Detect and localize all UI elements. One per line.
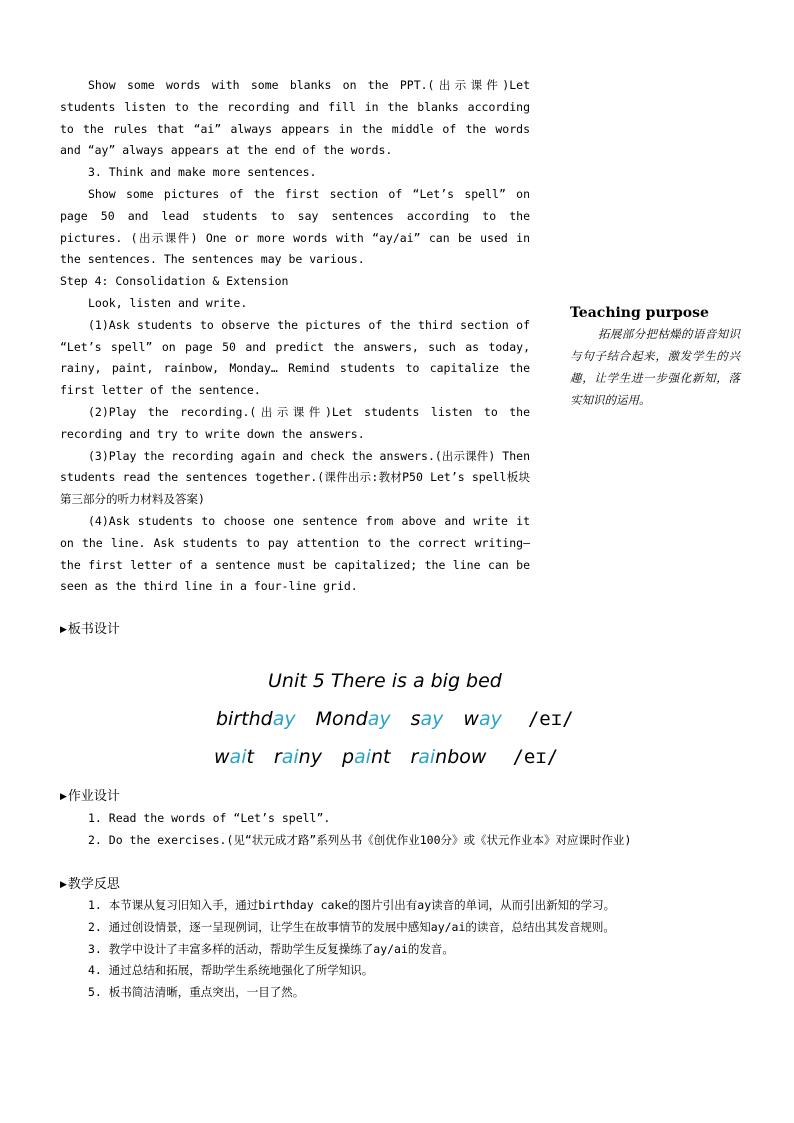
paragraph: Show some pictures of the first section of “Let’s spell” on page 50 and lead students to say sentences according to the pictures. (出示课件) One or more words with “ay/ai” can be used in the sentences. The sentences may be various. (60, 186, 530, 267)
board-word: Monday (315, 708, 391, 730)
highlighted-letters: ay (272, 708, 296, 730)
triangle-bullet-icon: ▶ (60, 880, 67, 890)
triangle-bullet-icon: ▶ (60, 792, 67, 802)
note-text: 拓展部分把枯燥的语音知识与句子结合起来，激发学生的兴趣，让学生进一步强化新知，落实知识的运用。 (570, 327, 740, 407)
reflection-heading: ▶教学反思 (60, 877, 120, 892)
board-design-heading: ▶板书设计 (60, 622, 120, 637)
highlighted-letters: ay (420, 708, 444, 730)
highlighted-letters: ai (229, 746, 247, 768)
board-word: wait (214, 746, 254, 768)
board-word: paint (341, 746, 391, 768)
paragraph: Look, listen and write. (88, 295, 248, 310)
board-word: rainbow (410, 746, 487, 768)
paragraph: (3)Play the recording again and check the answers.(出示课件) Then students read the sentences together.(课件出示:教材P50 Let’s spell板块第三部分的听力材料及答案) (60, 448, 530, 507)
teaching-purpose-note (570, 303, 740, 411)
paragraph: Show some words with some blanks on the PPT.(出示课件)Let students listen to the recording and fill in the blanks according to the rules that “ai” always appears in the middle of the words and “ay” always appears at the end of the words. (60, 78, 530, 158)
list-item: 2. Do the exercises.(见“状元成才路”系列丛书《创优作业100分》或《状元作业本》对应课时作业) (88, 832, 632, 847)
list-item: 5. 板书简洁清晰，重点突出，一目了然。 (88, 985, 305, 1000)
reflection-list (88, 895, 615, 1004)
paragraph: (4)Ask students to choose one sentence from above and write it on the line. Ask students to pay attention to the correct writing—the first letter of a sentence must be capitalized; the line can be seen as the third line in a four-line grid. (60, 513, 530, 594)
homework-heading: ▶作业设计 (60, 789, 120, 804)
step-heading: Step 4: Consolidation & Extension (60, 274, 289, 289)
board-word: rainy (273, 746, 322, 768)
paragraph: (1)Ask students to observe the pictures of the third section of “Let’s spell” on page 50 and predict the answers, such as today, rainy, paint, rainbow, Monday… Remind students to capitalize the first letter of the sentence. (60, 317, 530, 398)
paragraph: (2)Play the recording.(出示课件)Let students listen to the recording and try to write down the answers. (60, 404, 530, 441)
list-item: 1. 本节课从复习旧知入手，通过birthday cake的图片引出有ay读音的单词，从而引出新知的学习。 (88, 898, 616, 912)
board-row-ai (214, 746, 558, 768)
highlighted-letters: ay (478, 708, 502, 730)
board-word: birthday (216, 708, 296, 730)
board-word: way (463, 708, 502, 730)
lesson-body (60, 75, 530, 598)
board-word: say (410, 708, 444, 730)
phonetic-symbol: /eɪ/ (527, 708, 574, 730)
list-item: 2. 通过创设情景，逐一呈现例词，让学生在故事情节的发展中感知ay/ai的读音，总结出其发音规则。 (88, 919, 615, 934)
homework-list (88, 808, 631, 852)
list-item: 1. Read the words of “Let’s spell”. (88, 811, 331, 825)
paragraph: 3. Think and make more sentences. (88, 165, 317, 180)
list-item: 4. 通过总结和拓展，帮助学生系统地强化了所学知识。 (88, 963, 374, 978)
list-item: 3. 教学中设计了丰富多样的活动，帮助学生反复操练了ay/ai的发音。 (88, 941, 454, 956)
board-title: Unit 5 There is a big bed (268, 670, 502, 692)
board-row-ay (216, 708, 574, 730)
note-title: Teaching purpose (570, 305, 709, 321)
highlighted-letters: ay (367, 708, 391, 730)
highlighted-letters: ai (281, 746, 299, 768)
highlighted-letters: ai (354, 746, 371, 768)
phonetic-symbol: /eɪ/ (512, 746, 559, 768)
triangle-bullet-icon: ▶ (60, 625, 67, 635)
highlighted-letters: ai (418, 746, 436, 768)
